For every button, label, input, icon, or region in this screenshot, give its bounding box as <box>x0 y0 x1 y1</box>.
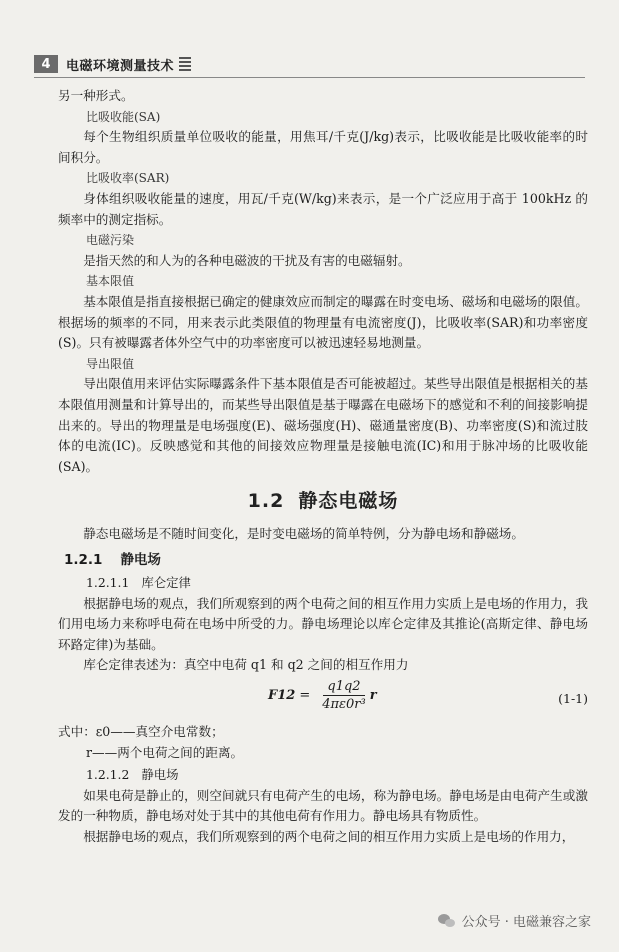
wechat-watermark <box>438 911 591 930</box>
equation-number: (1-1) <box>558 691 588 707</box>
subsection-number: 1.2.1 <box>64 552 103 569</box>
term-heading: 导出限值 <box>86 356 135 371</box>
watermark-text: 公众号 · 电磁兼容之家 <box>461 915 591 930</box>
formula-lhs: F12 <box>268 687 296 703</box>
paragraph: 根据静电场的观点，我们所观察到的两个电荷之间的相互作用力实质上是电场的作用力，我们用电场力来称呼电荷在电场中所受的力。静电场理论以库仑定律及其推论(高斯定律、静电场环路定律)为基础。 <box>58 595 588 652</box>
term-heading: 比吸收能(SA) <box>86 109 161 124</box>
paragraph: 根据静电场的观点，我们所观察到的两个电荷之间的相互作用力实质上是电场的作用力， <box>83 829 575 844</box>
page-number: 4 <box>34 55 58 73</box>
section-heading <box>58 491 588 512</box>
wechat-icon <box>438 914 456 928</box>
coulomb-formula: F12 = $\frac{q1q2}{\text{4πε0r³}}$ r <box>268 679 377 713</box>
section-intro: 静态电磁场是不随时间变化，是时变电磁场的简单特例，分为静电场和静磁场。 <box>83 525 524 541</box>
symbol-definition: r——两个电荷之间的距离。 <box>86 744 244 760</box>
subsection-heading <box>58 550 588 571</box>
symbol-definition: 式中：ε0——真空介电常数； <box>58 724 224 740</box>
subsubsection-heading <box>58 765 588 786</box>
section-number: 1.2 <box>247 490 285 513</box>
term-definition: 是指天然的和人为的各种电磁波的干扰及有害的电磁辐射。 <box>83 252 411 268</box>
subsection-title: 静电场 <box>120 552 161 569</box>
formula-denominator: 4πε0r³ <box>322 697 366 713</box>
subsubsection-number: 1.2.1.1 <box>86 575 130 591</box>
intro-line: 另一种形式。 <box>58 88 134 103</box>
subsubsection-title: 静电场 <box>141 767 179 783</box>
subsubsection-number: 1.2.1.2 <box>86 767 130 783</box>
subsubsection-heading <box>58 573 588 594</box>
subsubsection-title: 库仑定律 <box>141 575 191 591</box>
formula-vector: r <box>369 687 377 703</box>
term-heading: 电磁污染 <box>86 233 135 248</box>
page-body <box>58 86 588 848</box>
paragraph: 如果电荷是静止的，则空间就只有电荷产生的电场，称为静电场。静电场是由电荷产生或激发的一种物质，静电场对处于其中的其他电荷有作用力。静电场具有物质性。 <box>58 787 588 824</box>
term-definition: 每个生物组织质量单位吸收的能量，用焦耳/千克(J/kg)表示，比吸收能是比吸收能率的时间积分。 <box>58 129 588 165</box>
term-definition: 身体组织吸收能量的速度，用瓦/千克(W/kg)来表示，是一个广泛应用于高于 100kHz 的频率中的测定指标。 <box>58 190 588 227</box>
running-header <box>34 54 191 74</box>
equation <box>58 678 588 722</box>
paragraph: 库仑定律表述为：真空中电荷 q1 和 q2 之间的相互作用力 <box>83 657 409 673</box>
formula-numerator: q1q2 <box>323 678 364 696</box>
book-title: 电磁环境测量技术 <box>66 58 175 74</box>
term-definition: 导出限值用来评估实际曝露条件下基本限值是否可能被超过。某些导出限值是根据相关的基本限值用测量和计算导出的，而某些导出限值是基于曝露在电磁场下的感觉和不利的间接影响提出来的。导出的物理量是电场强度(E)、磁场强度(H)、磁通量密度(B)、功率密度(S)和流过肢体的电流(IC)。反映感觉和其他的间接效应物理量是接触电流(IC)和用于脉冲场的比吸收能(SA)。 <box>58 376 588 474</box>
term-heading: 基本限值 <box>86 274 135 289</box>
book-icon <box>179 57 191 71</box>
term-heading: 比吸收率(SAR) <box>86 171 170 186</box>
header-divider <box>34 77 585 78</box>
formula-fraction <box>320 678 368 714</box>
section-title: 静态电磁场 <box>298 490 399 513</box>
term-definition: 基本限值是指直接根据已确定的健康效应而制定的曝露在时变电场、磁场和电磁场的限值。根据场的频率的不同，用来表示此类限值的物理量有电流密度(J)，比吸收率(SAR)和功率密度(S)。只有被曝露者体外空气中的功率密度可以被迅速轻易地测量。 <box>58 293 588 351</box>
